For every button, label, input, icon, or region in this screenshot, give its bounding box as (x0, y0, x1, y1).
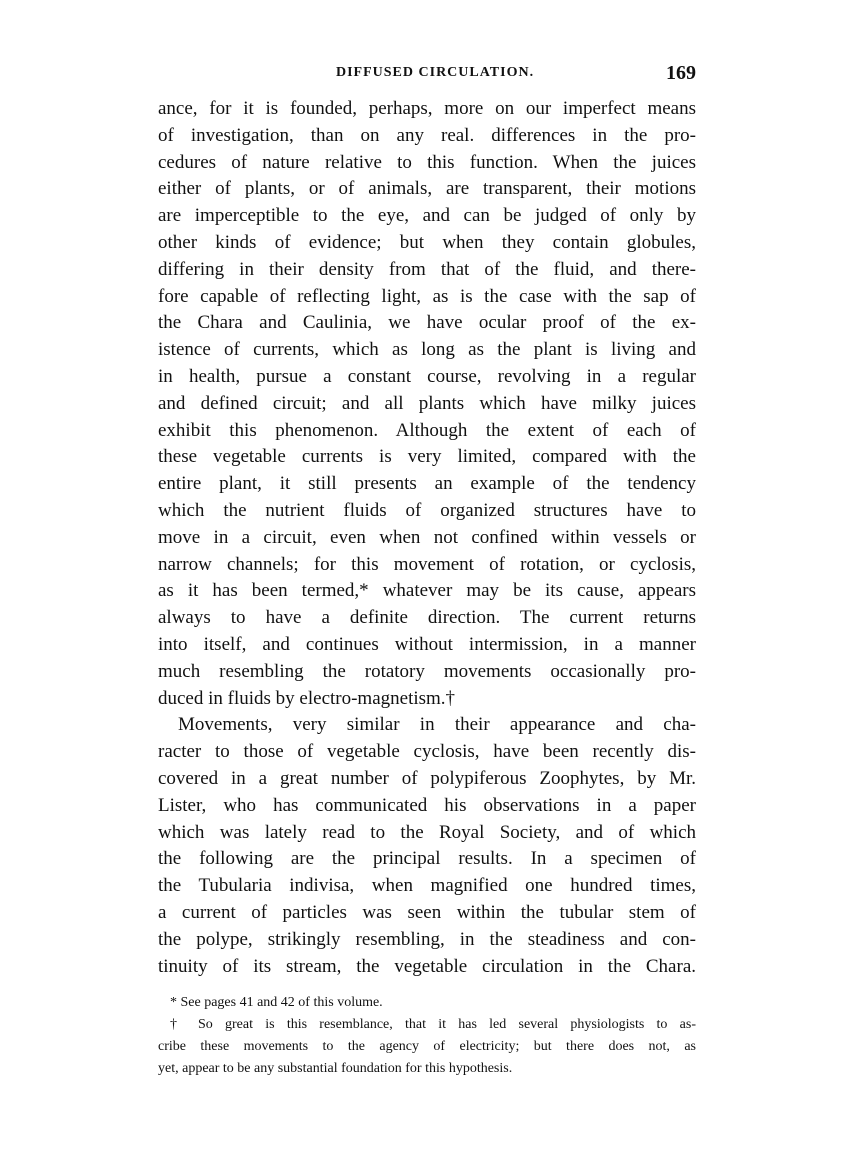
text-line: entire plant, it still presents an example of the tendency (158, 473, 696, 495)
text-line: racter to those of vegetable cyclosis, have been recently dis- (158, 741, 696, 763)
footnote-dagger-cont: cribe these movements to the agency of electricity; but there does not, as (158, 1039, 696, 1054)
text-line: exhibit this phenomenon. Although the extent of each of (158, 419, 696, 441)
text-line: which the nutrient fluids of organized structures have to (158, 499, 696, 521)
text-line: the polype, strikingly resembling, in the steadiness and con- (158, 928, 696, 950)
text-line: always to have a definite direction. The current returns (158, 607, 696, 629)
text-line: ance, for it is founded, perhaps, more on our imperfect means (158, 98, 696, 119)
text-line: are imperceptible to the eye, and can be judged of only by (158, 205, 696, 227)
text-line: Lister, who has communicated his observations in a paper (158, 794, 696, 816)
text-line: move in a circuit, even when not confined within vessels or (158, 526, 696, 548)
text-line: into itself, and continues without intermission, in a manner (158, 633, 696, 655)
text-line: these vegetable currents is very limited, compared with the (158, 446, 696, 468)
footnote-star: * See pages 41 and 42 of this volume. (170, 995, 383, 1010)
text-line: cedures of nature relative to this function. When the juices (158, 151, 696, 173)
paragraph-end-line: duced in fluids by electro-magnetism.† (158, 687, 456, 709)
text-line: and defined circuit; and all plants which have milky juices (158, 392, 696, 414)
text-line: which was lately read to the Royal Society, and of which (158, 821, 696, 843)
text-line: fore capable of reflecting light, as is the case with the sap of (158, 285, 696, 307)
footnotes (158, 992, 696, 1080)
text-line: either of plants, or of animals, are transparent, their motions (158, 178, 696, 200)
text-line: covered in a great number of polypiferous Zoophytes, by Mr. (158, 767, 696, 789)
page-number: 169 (666, 62, 696, 84)
text-line: istence of currents, which as long as the plant is living and (158, 339, 696, 361)
body-text (158, 96, 696, 980)
running-header (158, 62, 696, 86)
text-line: narrow channels; for this movement of rotation, or cyclosis, (158, 553, 696, 575)
text-line: the Chara and Caulinia, we have ocular proof of the ex- (158, 312, 696, 334)
paragraph-start-line: Movements, very similar in their appearance and cha- (178, 714, 696, 736)
footnote-dagger-end: yet, appear to be any substantial foundation for this hypothesis. (158, 1061, 513, 1076)
text-line: much resembling the rotatory movements occasionally pro- (158, 660, 696, 682)
text-line: in health, pursue a constant course, revolving in a regular (158, 365, 696, 387)
text-line: the following are the principal results. In a specimen of (158, 848, 696, 870)
text-line: differing in their density from that of the fluid, and there- (158, 258, 696, 280)
text-line: of investigation, than on any real. differences in the pro- (158, 124, 696, 146)
text-line: tinuity of its stream, the vegetable circulation in the Chara. (158, 955, 696, 977)
running-title: DIFFUSED CIRCULATION. (336, 65, 535, 80)
footnote-dagger: † So great is this resemblance, that it has led several physiologists to as- (170, 1017, 696, 1032)
text-line: a current of particles was seen within the tubular stem of (158, 901, 696, 923)
text-line: the Tubularia indivisa, when magnified one hundred times, (158, 875, 696, 897)
text-line: as it has been termed,* whatever may be its cause, appears (158, 580, 696, 602)
text-line: other kinds of evidence; but when they contain globules, (158, 231, 696, 253)
